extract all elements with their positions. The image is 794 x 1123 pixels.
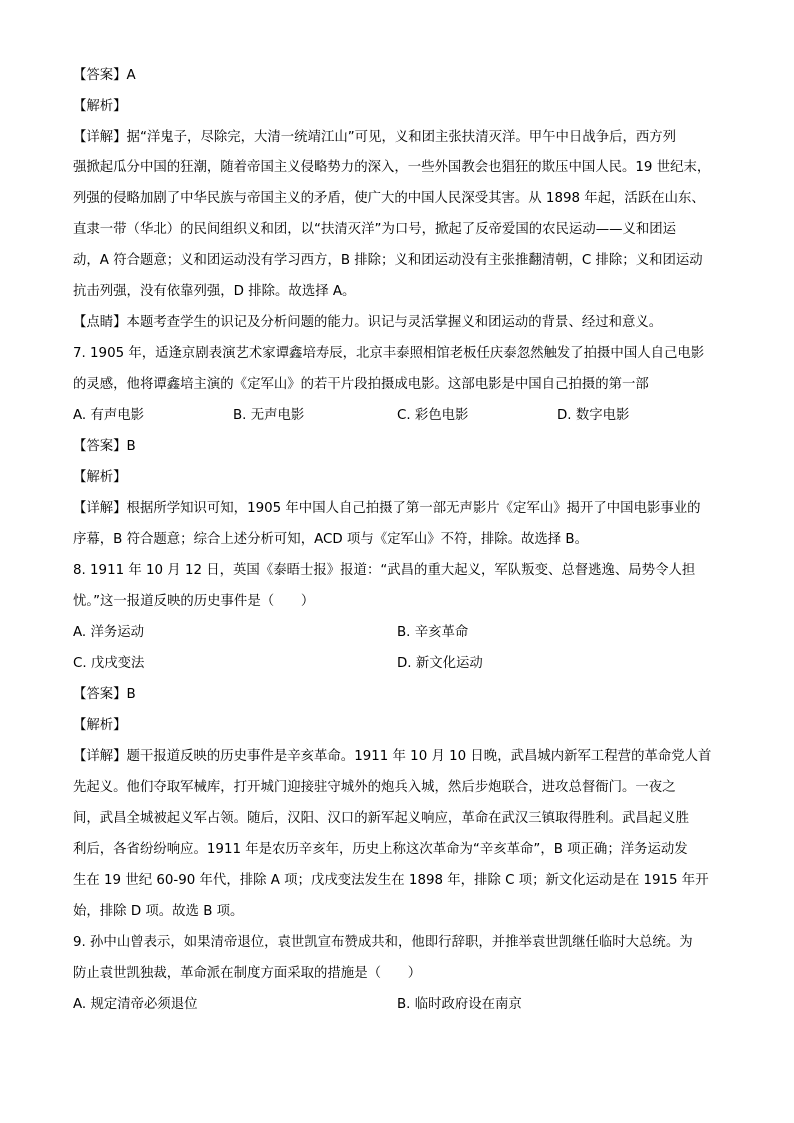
q7-option-b: B. 无声电影: [233, 408, 305, 423]
q8-stem-line: 忧。”这一报道反映的历史事件是（ ）: [73, 594, 315, 609]
q8-detail-line: 始，排除 D 项。故选 B 项。: [73, 904, 244, 919]
q6-detail-line: 强掀起瓜分中国的狂潮，随着帝国主义侵略势力的深入，一些外国教会也猖狂的欺压中国人民。19 世纪末，: [73, 160, 711, 175]
q6-detail-line: 动，A 符合题意；义和团运动没有学习西方，B 排除；义和团运动没有主张推翻清朝，C 排除；义和团运动: [73, 253, 703, 268]
q9-option-a: A. 规定清帝必须退位: [73, 997, 198, 1012]
q8-detail-line: 生在 19 世纪 60-90 年代，排除 A 项；戊戌变法发生在 1898 年，排除 C 项；新文化运动是在 1915 年开: [73, 873, 709, 888]
q6-detail-line: 列强的侵略加剧了中华民族与帝国主义的矛盾，使广大的中国人民深受其害。从 1898 年起，活跃在山东、: [73, 191, 705, 206]
q6-answer: 【答案】A: [73, 68, 136, 83]
q6-comment: 【点睛】本题考查学生的识记及分析问题的能力。识记与灵活掌握义和团运动的背景、经过和意义。: [73, 315, 663, 330]
q9-stem-line: 9. 孙中山曾表示，如果清帝退位，袁世凯宣布赞成共和，他即行辞职，并推举袁世凯继任临时大总统。为: [73, 935, 693, 950]
q9-stem-line: 防止袁世凯独裁，革命派在制度方面采取的措施是（ ）: [73, 966, 422, 981]
q7-detail-line: 序幕，B 符合题意；综合上述分析可知，ACD 项与《定军山》不符，排除。故选择 B。: [73, 532, 589, 547]
q7-option-a: A. 有声电影: [73, 408, 144, 423]
q6-detail-line: 直隶一带（华北）的民间组织义和团，以“扶清灭洋”为口号，掀起了反帝爱国的农民运动——义和团运: [73, 222, 677, 237]
q7-stem-line: 7. 1905 年，适逢京剧表演艺术家谭鑫培寿辰，北京丰泰照相馆老板任庆泰忽然触发了拍摄中国人自己电影: [73, 346, 705, 361]
q8-detail-line: 间，武昌全城被起义军占领。随后，汉阳、汉口的新军起义响应，革命在武汉三镇取得胜利。武昌起义胜: [73, 811, 689, 826]
q7-stem-line: 的灵感，他将谭鑫培主演的《定军山》的若干片段拍摄成电影。这部电影是中国自己拍摄的第一部: [73, 377, 649, 392]
q8-option-a: A. 洋务运动: [73, 625, 144, 640]
q8-detail-line: 先起义。他们夺取军械库，打开城门迎接驻守城外的炮兵入城，然后步炮联合，进攻总督衙门。一夜之: [73, 780, 676, 795]
q8-detail-line: 【详解】题干报道反映的历史事件是辛亥革命。1911 年 10 月 10 日晚，武昌城内新军工程营的革命党人首: [73, 749, 712, 764]
q6-detail-line: 【详解】据“洋鬼子，尽除完，大清一统靖江山”可见，义和团主张扶清灭洋。甲午中日战争后，西方列: [73, 130, 677, 145]
q8-option-b: B. 辛亥革命: [397, 625, 469, 640]
q9-option-b: B. 临时政府设在南京: [397, 997, 522, 1012]
q8-answer: 【答案】B: [73, 687, 136, 702]
q6-analysis-heading: 【解析】: [73, 99, 127, 114]
q7-answer: 【答案】B: [73, 439, 136, 454]
q8-option-d: D. 新文化运动: [397, 656, 483, 671]
q6-detail-line: 抗击列强，没有依靠列强，D 排除。故选择 A。: [73, 284, 356, 299]
q7-option-d: D. 数字电影: [557, 408, 630, 423]
q8-analysis-heading: 【解析】: [73, 718, 127, 733]
q8-detail-line: 利后，各省纷纷响应。1911 年是农历辛亥年，历史上称这次革命为“辛亥革命”，B 项正确；洋务运动发: [73, 842, 688, 857]
q7-option-c: C. 彩色电影: [397, 408, 469, 423]
q8-option-c: C. 戊戌变法: [73, 656, 145, 671]
q7-analysis-heading: 【解析】: [73, 470, 127, 485]
q7-detail-line: 【详解】根据所学知识可知，1905 年中国人自己拍摄了第一部无声影片《定军山》揭开了中国电影事业的: [73, 501, 701, 516]
q8-stem-line: 8. 1911 年 10 月 12 日，英国《泰晤士报》报道：“武昌的重大起义，军队叛变、总督逃逸、局势令人担: [73, 563, 696, 578]
